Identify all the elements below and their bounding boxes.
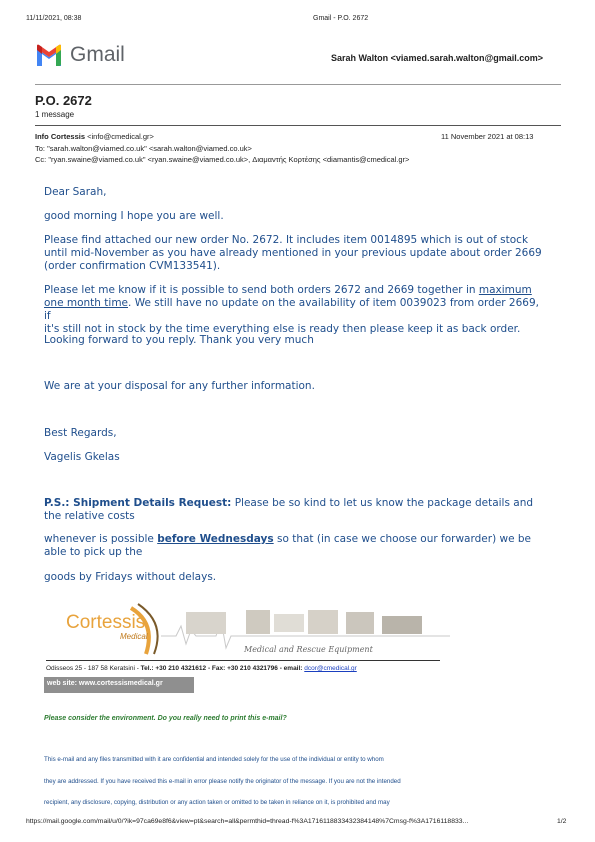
ps-paragraph-3: goods by Fridays without delays. — [44, 571, 217, 583]
disclaimer-line-1: This e-mail and any files transmitted with it are confidential and intended solely for the use of the individual or entity to whom — [44, 756, 384, 763]
from-name: Info Cortessis — [35, 132, 86, 141]
p3-line-1: Please let me know if it is possible to send both orders 2672 and 2669 together in maximum — [44, 284, 532, 296]
print-datetime: 11/11/2021, 08:38 — [26, 15, 82, 22]
signature-tagline: Medical and Rescue Equipment — [244, 645, 373, 654]
one-month-underline: one month time — [44, 297, 129, 309]
p3-line-2: one month time. We still have no update on the availability of item 0039023 from order 2669, if — [44, 297, 539, 322]
subject-divider — [35, 125, 561, 126]
print-page-title: Gmail - P.O. 2672 — [313, 15, 369, 22]
print-url: https://mail.google.com/mail/u/0/?ik=97ca69e8f6&view=pt&search=all&permthid=thread-f%3A1716118833432384148%7Cmsg-f%3A1716118833... — [26, 818, 469, 825]
disclaimer-line-2: they are addressed. If you have received this e-mail in error please notify the originator of the message. If you are not the intended — [44, 778, 401, 785]
signature-email-link[interactable]: dcor@cmedical.gr — [304, 665, 357, 672]
thread-subject: P.O. 2672 — [35, 93, 92, 108]
message-cc: Cc: "ryan.swaine@viamed.co.uk" <ryan.swaine@viamed.co.uk>, Διαμαντής Κορτέσης <diamantis@cmedical.gr> — [35, 155, 410, 164]
cortessis-logo-sub: Medical — [120, 632, 148, 641]
p2-line-2: until mid-November as you have already mentioned in your previous update about order 2669 — [44, 247, 542, 259]
gmail-logo-icon[interactable] — [35, 44, 63, 66]
closing-regards: Best Regards, — [44, 427, 117, 439]
body-paragraph-3 — [44, 284, 544, 336]
website-bar[interactable] — [44, 677, 194, 693]
body-paragraph-2 — [44, 234, 544, 273]
message-from — [35, 132, 154, 141]
print-page-number: 1/2 — [557, 818, 567, 825]
p3-line-3: it's still not in stock by the time everything else is ready then please keep it as back order. — [44, 323, 521, 335]
account-label: Sarah Walton <viamed.sarah.walton@gmail.com> — [331, 53, 544, 63]
disclaimer-line-3: recipient, any disclosure, copying, distribution or any action taken or omitted to be taken in reliance on it, is prohibited and may — [44, 799, 390, 806]
cortessis-logo: Cortessis — [66, 612, 146, 633]
ps-paragraph-1: P.S.: Shipment Details Request: Please be so kind to let us know the package details and the relative costs — [44, 497, 534, 522]
message-to: To: "sarah.walton@viamed.co.uk" <sarah.walton@viamed.co.uk> — [35, 144, 252, 153]
signature-rule — [46, 660, 440, 661]
body-paragraph-4: Looking forward to you reply. Thank you very much — [44, 334, 314, 346]
body-paragraph-5: We are at your disposal for any further information. — [44, 380, 315, 392]
p2-line-1: Please find attached our new order No. 2672. It includes item 0014895 which is out of stock — [44, 234, 529, 246]
from-email: <info@cmedical.gr> — [87, 132, 154, 141]
signature-address: Odisseos 25 - 187 58 Keratsini - Tel.: +30 210 4321612 - Fax: +30 210 4321796 - email: dcor@cmedical.gr — [46, 665, 357, 672]
gmail-logo-text: Gmail — [70, 43, 125, 66]
message-date: 11 November 2021 at 08:13 — [441, 132, 534, 141]
website-text: web site: www.cortessismedical.gr — [47, 680, 163, 687]
body-paragraph-1: good morning I hope you are well. — [44, 210, 224, 222]
greeting: Dear Sarah, — [44, 186, 107, 198]
header-divider — [35, 84, 561, 85]
before-wednesdays: before Wednesdays — [157, 533, 274, 545]
p2-line-3: (order confirmation CVM133541). — [44, 260, 221, 272]
sender-signature-name: Vagelis Gkelas — [44, 451, 120, 463]
maximum-underline: maximum — [478, 284, 532, 296]
environment-note: Please consider the environment. Do you really need to print this e-mail? — [44, 715, 287, 722]
ps-label: P.S.: Shipment Details Request: — [44, 497, 232, 509]
message-count: 1 message — [35, 110, 75, 119]
ps-paragraph-2: whenever is possible before Wednesdays so that (in case we choose our forwarder) we be able to pick up the — [44, 533, 532, 558]
